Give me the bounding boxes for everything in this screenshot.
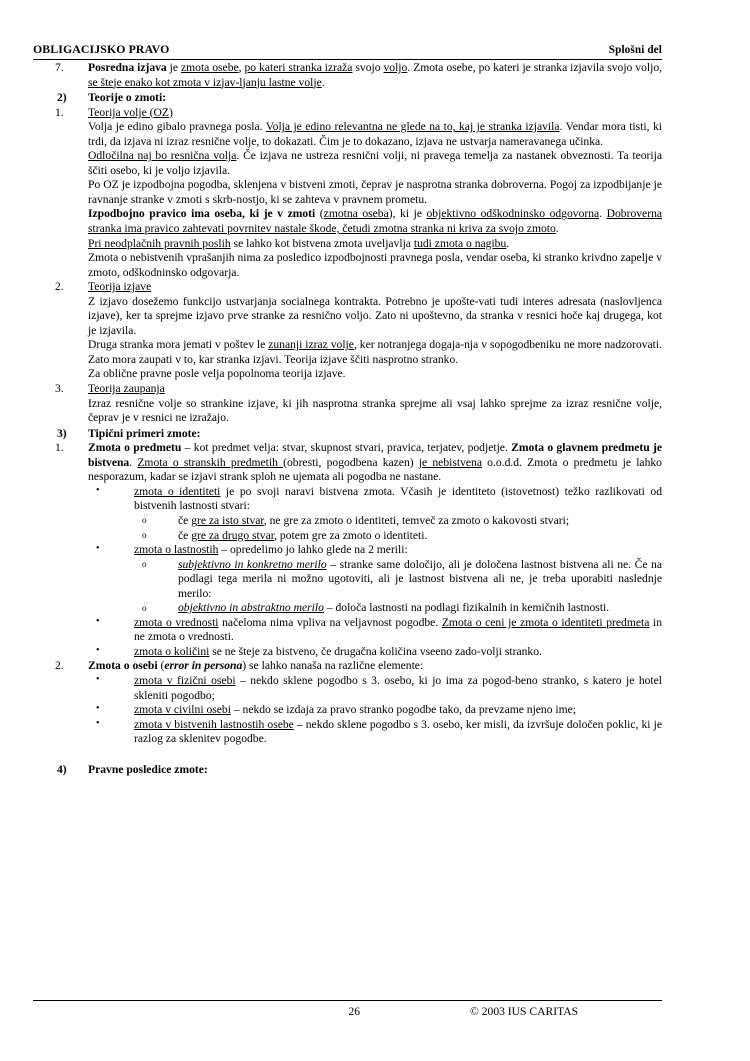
- theory-paragraph: Pri neodplačnih pravnih poslih se lahko kot bistvena zmota uveljavlja tudi zmota o nagibu.: [88, 236, 510, 250]
- underlined-text: Teorija volje (OZ): [88, 105, 173, 119]
- theory-paragraph: Po OZ je izpodbojna pogodba, sklenjena v bistveni zmoti, čeprav je nasprotna stranka dobroverna. Pogoj za izpodbijanje je ravnanje stranke v zmoti s skrb-nostjo, ki se zahteva v pravnem prometu.: [88, 178, 662, 206]
- emphasis-text: subjektivno in konkretno merilo: [178, 557, 327, 571]
- section-3-marker: 3): [57, 426, 67, 440]
- underlined-text: objektivno odškodninsko odgovorna: [426, 207, 600, 221]
- underlined-text: gre za drugo stvar: [191, 528, 275, 542]
- theory-paragraph: Volja je edino gibalo pravnega posla. Volja je edino relevantna ne glede na to, kaj je stranka izjavila. Vendar mora tisti, ki trdi, da izjava ni izraz resnične volje, to dokazati. Čim je to dokazano, izjava ne ustvarja nameravanega učinka.: [88, 120, 662, 148]
- theory-paragraph: Za oblične pravne posle velja popolnoma teorija izjave.: [88, 367, 346, 381]
- sub-bullet-item: [134, 514, 662, 529]
- underlined-text: zunanji izraz volje: [268, 338, 354, 352]
- underlined-text: zmota o vrednosti: [134, 615, 219, 629]
- underlined-text: Zmota o stranskih predmetih: [137, 455, 284, 469]
- bullet-text: zmota o vrednosti načeloma nima vpliva na veljavnost pogodbe. Zmota o ceni je zmota o identiteti predmeta in ne zmota o vrednosti.: [134, 615, 663, 644]
- section-3-heading: 3) Tipični primeri zmote:: [57, 426, 201, 440]
- section-2-items: [33, 106, 662, 426]
- bullet-icon: •: [96, 543, 100, 555]
- bullet-text: zmota v fizični osebi – nekdo sklene pogodbo s 3. osebo, ki jo ima za pogod-beno stranko, s katero je hotel skleniti pogodbo;: [134, 673, 663, 702]
- bullet-item: [88, 616, 662, 645]
- bullet-icon: •: [96, 717, 100, 729]
- bullet-text: zmota v bistvenih lastnostih osebe – nekdo sklene pogodbo s 3. osebo, ker misli, da izvršuje določen poklic, ki je razlog za sklenitev pogodbe.: [134, 717, 662, 746]
- example-item-predmet: [33, 441, 662, 485]
- bullet-item: [88, 485, 662, 514]
- underlined-text: [178, 601, 324, 614]
- list-marker: 1.: [55, 105, 64, 119]
- underlined-text: zmota o količini: [134, 644, 210, 658]
- section-4-marker: 4): [57, 762, 67, 776]
- underlined-text: Pri neodplačnih pravnih poslih: [88, 236, 231, 250]
- underlined-text: Teorija zaupanja: [88, 382, 165, 396]
- section-2-heading: 2) Teorije o zmoti:: [57, 91, 167, 105]
- example-intro-text: Zmota o predmetu – kot predmet velja: stvar, skupnost stvari, pravica, terjatev, podjetje. Zmota o glavnem predmetu je bistvena. Zmota o stranskih predmetih (obresti, pogodbena kazen) je nebistvena o.o.d.d. Zmota o predmetu je lahko nesporazum, kadar se izjavi strank sploh ne ujemata ali pogodba ne nastane.: [88, 441, 663, 484]
- copyright-notice: © 2003 IUS CARITAS: [470, 1005, 579, 1018]
- theory-paragraph: Z izjavo dosežemo funkcijo ustvarjanja socialnega kontrakta. Potrebno je upošte-vati tudi interes adresata (naslovljenca izjave), ker ta sprejme izjavo prve stranke za resnično voljo. Zato ni upoštevno, da stranka v resnici hoče kaj drugega, kot je izjavila.: [88, 294, 662, 337]
- spacer: [33, 747, 662, 762]
- theory-paragraph: Zmota o nebistvenih vprašanjih nima za posledico izpodbojnosti pravnega posla, vendar oseba, ki stranko krivdno zapelje v zmoto, odškodninsko odgovarja.: [88, 251, 662, 279]
- theory-item: [33, 280, 662, 382]
- bold-text: [164, 659, 242, 672]
- circle-bullet-icon: o: [142, 530, 147, 540]
- section-2-marker: 2): [57, 91, 67, 105]
- underlined-text: gre za isto stvar: [191, 513, 264, 527]
- bullet-text: zmota o identiteti je po svoji naravi bistvena zmota. Včasih je identiteto (istovetnost) težko razlikovati od bistvenih lastnosti stvari:: [134, 484, 662, 513]
- item-7-text: Posredna izjava je zmota osebe, po kateri stranka izraža svojo voljo. Zmota osebe, po kateri je stranka izjavila svojo voljo, se šteje enako kot zmota v izjav-ljanju lastne volje.: [88, 61, 663, 89]
- bullet-icon: •: [96, 703, 100, 715]
- bold-text: Izpodbojno pravico ima oseba, ki je v zmoti: [88, 207, 316, 221]
- emphasis-text: error in persona: [164, 659, 243, 673]
- underlined-text: zmota v bistvenih lastnostih osebe: [134, 717, 294, 731]
- header-title-right: Splošni del: [608, 43, 662, 56]
- underlined-text: zmota o lastnostih: [134, 543, 219, 557]
- list-item-7: [33, 61, 662, 90]
- document-body: [33, 61, 662, 777]
- bullet-icon: •: [96, 644, 100, 656]
- underlined-text: Dobroverna stranka ima pravico zahtevati povrnitev nastale škode, četudi zmotna stranka ni kriva za svojo zmoto: [88, 207, 663, 236]
- bullet-text: zmota o lastnostih – opredelimo jo lahko glede na 2 merili:: [134, 543, 408, 557]
- theory-heading: [88, 106, 662, 121]
- underlined-text: Odločilna naj bo resnična volja: [88, 149, 237, 163]
- header-title-left: OBLIGACIJSKO PRAVO: [33, 42, 170, 56]
- list-marker: 7.: [55, 61, 64, 74]
- circle-bullet-icon: o: [142, 602, 147, 613]
- section-3-item-2: [33, 659, 662, 746]
- list-marker: 3.: [55, 382, 64, 396]
- underlined-text: zmotna oseba: [323, 207, 389, 221]
- theory-item: [33, 106, 662, 281]
- bullet-item: [88, 703, 662, 718]
- section-2-title: Teorije o zmoti: [88, 91, 163, 105]
- underlined-text: Volja je edino relevantna ne glede na to, kaj je stranka izjavila: [265, 120, 560, 134]
- bold-text: Zmota o osebi: [88, 659, 158, 673]
- section-3-title: Tipični primeri zmote: [88, 426, 197, 440]
- example-item-osebi: [33, 659, 662, 674]
- underlined-text: [178, 558, 327, 571]
- theory-item: [33, 382, 662, 426]
- theory-paragraph: Druga stranka mora jemati v poštev le zunanji izraz volje, ker notranjega dogaja-nja v sopogodbeniku ne more nadzorovati. Zato mora zaupati v to, kar stranka izjavi. Teorija izjave ščiti nasprotno stranko.: [88, 338, 663, 366]
- sub-bullet-text: subjektivno in konkretno merilo – stranke same določijo, ali je določena lastnost bistvena ali ne. Če na podlagi tega merila ni možno ugotoviti, ali je lastnost bistvena ali ne, je treba uporabiti naslednje merilo:: [178, 557, 662, 600]
- bullet-item: [88, 543, 662, 558]
- bold-text: Zmota o predmetu: [88, 441, 182, 455]
- circle-bullet-icon: o: [142, 559, 147, 570]
- item-7-lead: Posredna izjava: [88, 61, 167, 74]
- bold-text: Zmota o glavnem predmetu je bistvena: [88, 441, 663, 469]
- sub-bullet-text: objektivno in abstraktno merilo – določa lastnosti na podlagi fizikalnih in kemičnih lastnosti.: [178, 601, 610, 615]
- theory-paragraph: Odločilna naj bo resnična volja. Če izjava ne ustreza resnični volji, ni pravega temelja za nastanek obveznosti. Ta teorija ščiti osebo, ki je voljo izjavila.: [88, 149, 662, 177]
- underlined-text: zmota v civilni osebi: [134, 703, 231, 717]
- bullet-text: zmota v civilni osebi – nekdo se izdaja za pravo stranko pogodbe tako, da prevzame njeno ime;: [134, 703, 577, 717]
- sub-bullet-item: [134, 601, 662, 616]
- theory-heading: [88, 280, 662, 295]
- section-4-heading: 4) Pravne posledice zmote:: [57, 762, 208, 776]
- underlined-text: Teorija izjave: [88, 280, 152, 294]
- underlined-text: tudi zmota o nagibu: [413, 236, 507, 250]
- underlined-text: zmota o identiteti: [134, 484, 221, 498]
- bullet-text: zmota o količini se ne šteje za bistveno, če drugačna količina vseeno zado-volji stranko.: [134, 644, 542, 658]
- underlined-text: je nebistvena: [418, 455, 482, 469]
- sub-bullet-text: če gre za drugo stvar, potem gre za zmoto o identiteti.: [178, 528, 428, 542]
- list-marker: 2.: [55, 280, 64, 294]
- page-header: [33, 42, 662, 60]
- list-marker: 1.: [55, 441, 64, 455]
- section-4-title: Pravne posledice zmote: [88, 762, 204, 776]
- section-3-item-1: [33, 441, 662, 659]
- sub-bullet-text: če gre za isto stvar, ne gre za zmoto o identiteti, temveč za zmoto o kakovosti stvari;: [178, 513, 570, 527]
- bullet-item: [88, 718, 662, 747]
- theory-paragraph: Izpodbojno pravico ima oseba, ki je v zmoti (zmotna oseba), ki je objektivno odškodninsko odgovorna. Dobroverna stranka ima pravico zahtevati povrnitev nastale škode, četudi zmotna stranka ni kriva za svojo zmoto.: [88, 207, 663, 236]
- example-intro-text: Zmota o osebi (error in persona) se lahko nanaša na različne elemente:: [88, 659, 424, 673]
- underlined-text: zmota v fizični osebi: [134, 673, 236, 687]
- bullet-icon: •: [96, 673, 100, 685]
- sub-bullet-item: [134, 529, 662, 544]
- theory-paragraph: Izraz resnične volje so strankine izjave, ki jih nasprotna stranka sprejme ali vsaj lahko sprejme za izraz resnične volje, čeprav je v resnici ne izražajo.: [88, 396, 662, 425]
- bullet-icon: •: [96, 615, 100, 627]
- bullet-item: [88, 674, 662, 703]
- theory-heading: [88, 382, 662, 397]
- bullet-icon: •: [96, 484, 100, 496]
- page-footer: [33, 1005, 662, 1020]
- circle-bullet-icon: o: [142, 515, 147, 526]
- emphasis-text: objektivno in abstraktno merilo: [178, 601, 324, 615]
- page-number: 26: [348, 1005, 361, 1018]
- list-marker: 2.: [55, 659, 64, 673]
- bullet-item: [88, 645, 662, 660]
- footer-divider: [33, 1000, 662, 1001]
- underlined-text: Zmota o ceni je zmota o identiteti predmeta: [441, 615, 650, 629]
- sub-bullet-item: [134, 558, 662, 602]
